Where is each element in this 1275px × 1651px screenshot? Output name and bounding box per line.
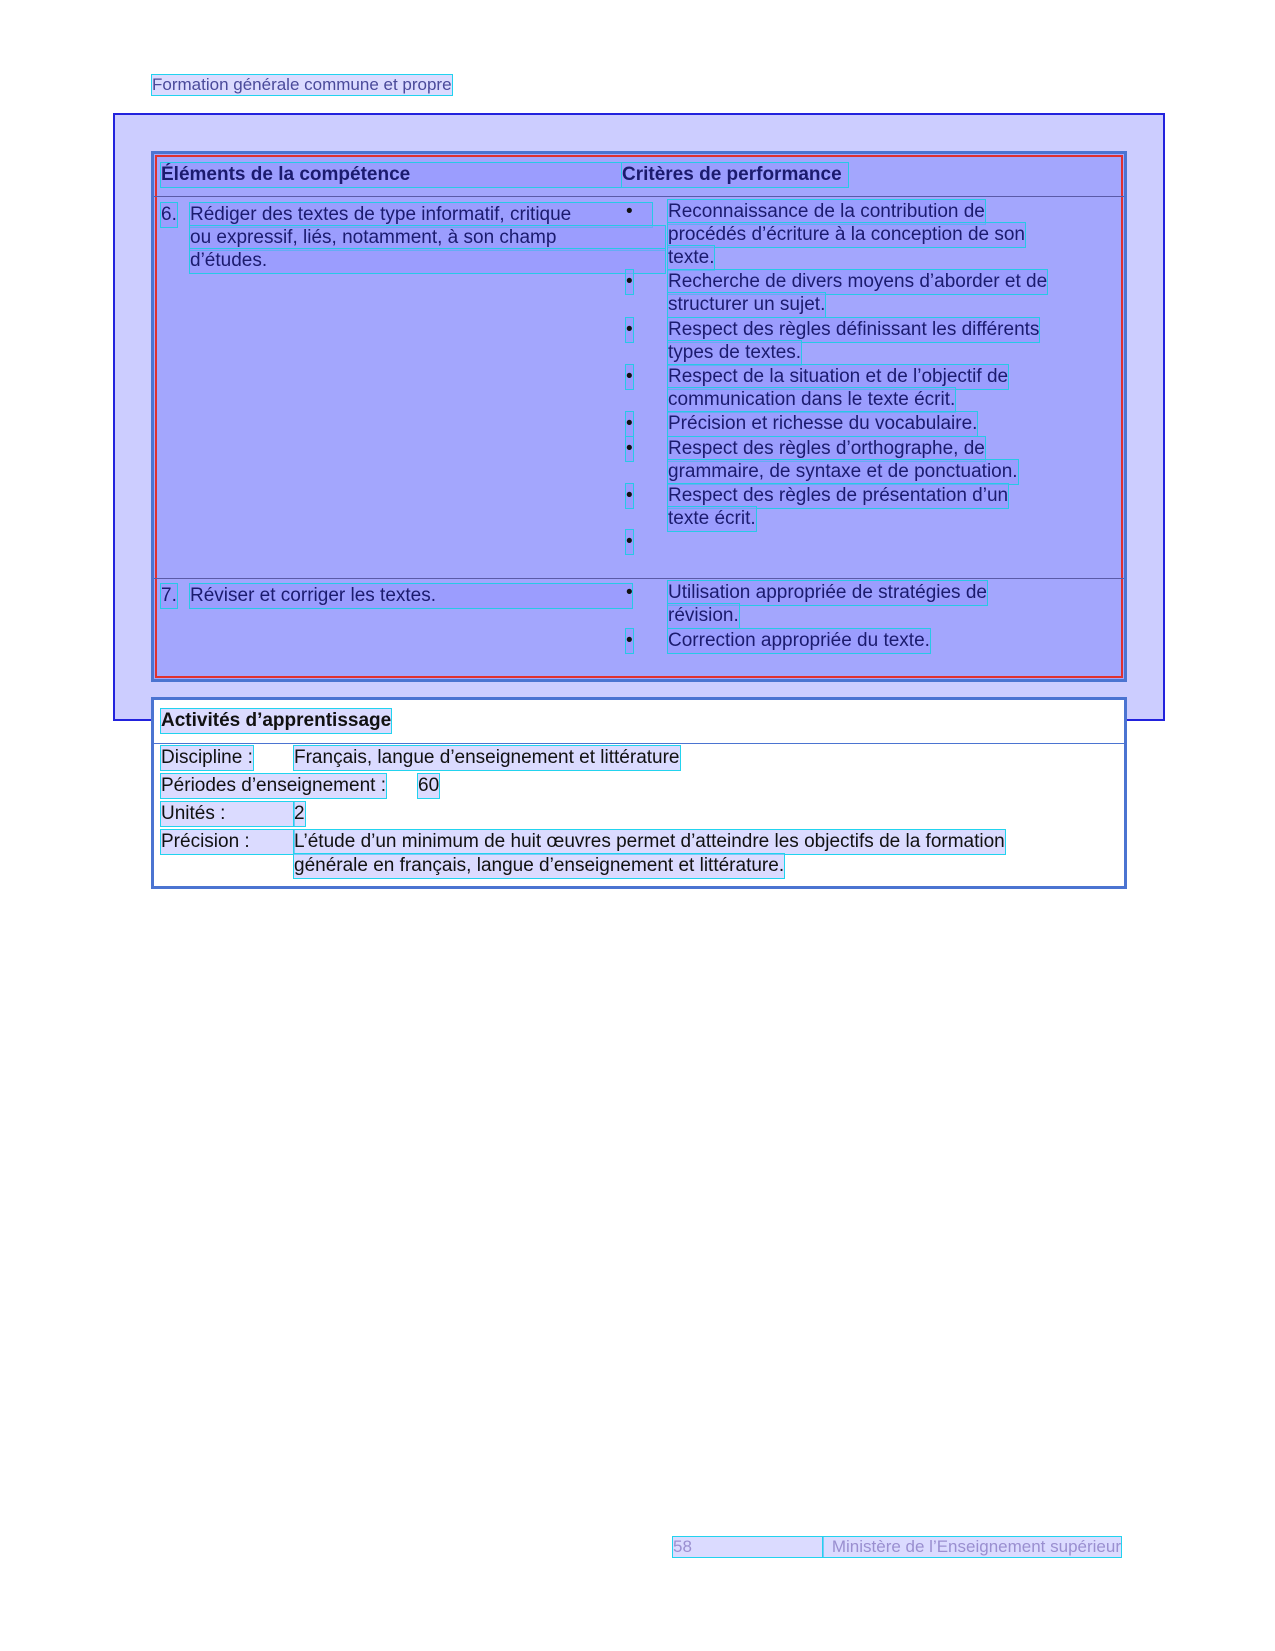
footer-page-number: 58: [673, 1537, 823, 1557]
header-divider: [154, 196, 1124, 197]
criterion-6-6-line-1: Respect des règles d’orthographe, de: [668, 438, 985, 459]
element-number-7: 7.: [161, 585, 177, 606]
criterion-6-1-line-1: Reconnaissance de la contribution de: [668, 201, 985, 222]
precision-line-2: générale en français, langue d’enseignement et littérature.: [294, 855, 785, 876]
col-header-elements: Éléments de la compétence: [161, 163, 621, 187]
bullet: •: [626, 630, 633, 651]
bullet: •: [626, 271, 633, 292]
row-divider: [154, 578, 1124, 579]
bullet: •: [626, 531, 633, 552]
criterion-7-1-line-2: révision.: [668, 605, 739, 626]
bullet: •: [626, 413, 633, 434]
criterion-6-2-line-2: structurer un sujet.: [668, 294, 826, 315]
page-header: Formation générale commune et propre: [152, 75, 452, 94]
bullet: •: [626, 366, 633, 387]
footer-ministry: Ministère de l’Enseignement supérieur: [823, 1537, 1121, 1557]
element-7-line-1: Réviser et corriger les textes.: [190, 584, 632, 608]
bullet: •: [626, 582, 633, 603]
unites-value: 2: [294, 803, 305, 824]
periodes-value: 60: [418, 775, 440, 796]
bullet: •: [626, 438, 633, 459]
criterion-6-6-line-2: grammaire, de syntaxe et de ponctuation.: [668, 461, 1018, 482]
criterion-7-2-line-1: Correction appropriée du texte.: [668, 630, 930, 651]
criterion-6-7-line-2: texte écrit.: [668, 508, 756, 529]
criterion-6-4-line-2: communication dans le texte écrit.: [668, 389, 956, 410]
competence-table: [151, 151, 1127, 682]
bullet: •: [626, 201, 633, 222]
unites-label: Unités :: [161, 802, 294, 826]
criterion-6-3-line-2: types de textes.: [668, 342, 802, 363]
element-6-line-1: Rédiger des textes de type informatif, critique: [190, 203, 652, 227]
criterion-6-2-line-1: Recherche de divers moyens d’aborder et de: [668, 271, 1048, 292]
criterion-6-4-line-1: Respect de la situation et de l’objectif de: [668, 366, 1009, 387]
criterion-6-1-line-3: texte.: [668, 247, 715, 268]
criterion-6-1-line-2: procédés d’écriture à la conception de son: [668, 224, 1026, 245]
element-number-6: 6.: [161, 204, 177, 225]
element-6-line-3: d’études.: [190, 249, 665, 273]
precision-label: Précision :: [161, 830, 294, 854]
bullet: •: [626, 319, 633, 340]
discipline-value: Français, langue d’enseignement et littérature: [294, 747, 680, 768]
activites-box: [151, 697, 1127, 889]
criterion-7-1-line-1: Utilisation appropriée de stratégies de: [668, 582, 987, 603]
precision-line-1: L’étude d’un minimum de huit œuvres permet d’atteindre les objectifs de la formation: [294, 831, 1005, 852]
activites-title: Activités d’apprentissage: [161, 710, 392, 731]
bullet: •: [626, 485, 633, 506]
discipline-label: Discipline :: [161, 747, 253, 768]
criterion-6-3-line-1: Respect des règles définissant les différents: [668, 319, 1040, 340]
criterion-6-5-line-1: Précision et richesse du vocabulaire.: [668, 413, 978, 434]
element-6-line-2: ou expressif, liés, notamment, à son champ: [190, 226, 665, 250]
criterion-6-7-line-1: Respect des règles de présentation d’un: [668, 485, 1009, 506]
col-header-criteres: Critères de performance: [622, 163, 848, 187]
activites-divider: [154, 743, 1124, 744]
periodes-label: Périodes d’enseignement :: [161, 775, 386, 796]
